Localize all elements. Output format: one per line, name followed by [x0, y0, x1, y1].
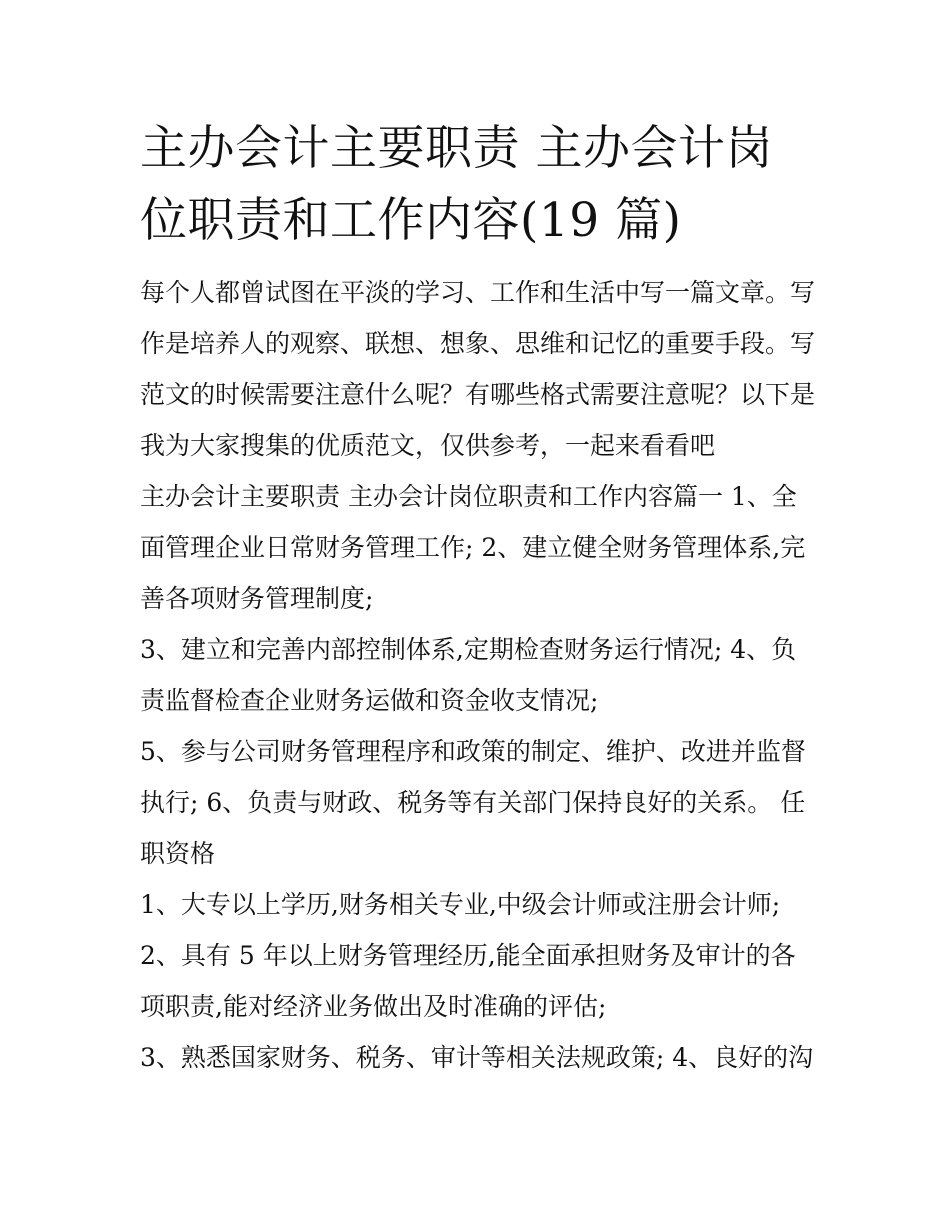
qualifications-paragraph-2: 3、熟悉国家财务、税务、审计等相关法规政策; 4、良好的沟 — [140, 1043, 814, 1072]
qualifications-paragraph-1: 1、大专以上学历,财务相关专业,中级会计师或注册会计师; 2、具有 5 年以上财务管理经历,能全面承担财务及审计的各项职责,能对经济业务做出及时准确的评估; — [140, 890, 796, 1021]
duties-paragraph-3: 5、参与公司财务管理程序和政策的制定、维护、改进并监督执行; 6、负责与财政、税务等有关部门保持良好的关系。 任职资格 — [140, 737, 806, 868]
document-body — [140, 113, 815, 1083]
duties-paragraph-2: 3、建立和完善内部控制体系,定期检查财务运行情况; 4、负责监督检查企业财务运做和资金收支情况; — [140, 635, 797, 715]
intro-paragraph: 每个人都曾试图在平淡的学习、工作和生活中写一篇文章。写作是培养人的观察、联想、想象、思维和记忆的重要手段。写范文的时候需要注意什么呢？有哪些格式需要注意呢？以下是我为大家搜集的优质范文，仅供参考，一起来看看吧 — [140, 278, 816, 460]
duties-paragraph-1: 主办会计主要职责 主办会计岗位职责和工作内容篇一 1、全面管理企业日常财务管理工作; 2、建立健全财务管理体系,完善各项财务管理制度; — [140, 482, 806, 613]
document-title: 主办会计主要职责 主办会计岗位职责和工作内容(19 篇) — [140, 121, 773, 248]
